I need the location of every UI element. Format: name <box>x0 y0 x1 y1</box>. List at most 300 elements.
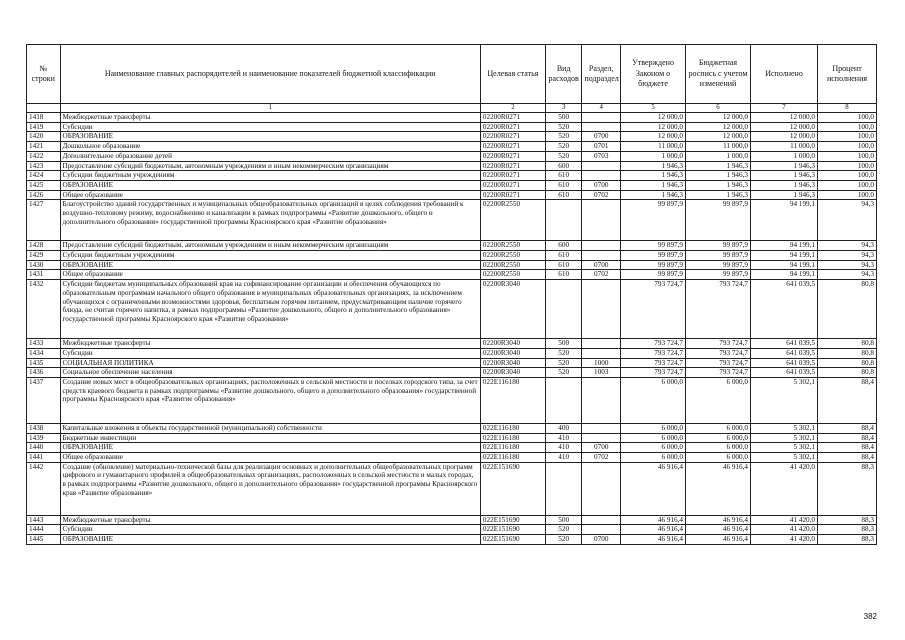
column-number-cell: 2 <box>480 104 545 113</box>
header-approved: Утверждено Законом о бюджете <box>621 45 686 104</box>
cell-no: 1423 <box>27 161 61 171</box>
cell-type: 520 <box>545 122 582 132</box>
cell-name: Бюджетные инвестиции <box>60 433 480 443</box>
cell-no: 1430 <box>27 260 61 270</box>
cell-executed: 1 946,3 <box>751 180 818 190</box>
cell-target: 02200R0271 <box>480 142 545 152</box>
cell-target: 02200R0271 <box>480 113 545 123</box>
cell-roster: 46 916,4 <box>686 515 751 525</box>
table-row <box>27 190 877 200</box>
cell-no: 1434 <box>27 348 61 358</box>
column-number-cell: 5 <box>621 104 686 113</box>
cell-section <box>582 525 621 535</box>
column-number-cell: 6 <box>686 104 751 113</box>
cell-name: Предоставление субсидий бюджетным, автономным учреждениям и иным некоммерческим организациям <box>60 161 480 171</box>
cell-target: 02200R3040 <box>480 368 545 378</box>
cell-executed: 94 199,1 <box>751 241 818 251</box>
cell-approved: 6 000,0 <box>621 377 686 423</box>
table-row <box>27 151 877 161</box>
cell-roster: 1 946,3 <box>686 180 751 190</box>
cell-name: Межбюджетные трансферты <box>60 515 480 525</box>
cell-section: 0702 <box>582 453 621 463</box>
cell-type: 610 <box>545 251 582 261</box>
cell-percent: 94,3 <box>818 260 877 270</box>
cell-roster: 46 916,4 <box>686 525 751 535</box>
cell-no: 1418 <box>27 113 61 123</box>
cell-target: 02200R0271 <box>480 132 545 142</box>
cell-target: 022E151690 <box>480 462 545 515</box>
table-row <box>27 270 877 280</box>
cell-type: 520 <box>545 151 582 161</box>
cell-type: 410 <box>545 453 582 463</box>
cell-percent: 88,4 <box>818 453 877 463</box>
cell-approved: 793 724,7 <box>621 348 686 358</box>
table-row <box>27 348 877 358</box>
table-row <box>27 241 877 251</box>
table-row <box>27 377 877 423</box>
table-row <box>27 358 877 368</box>
cell-name: ОБРАЗОВАНИЕ <box>60 535 480 545</box>
cell-roster: 1 946,3 <box>686 190 751 200</box>
cell-no: 1424 <box>27 171 61 181</box>
cell-approved: 6 000,0 <box>621 453 686 463</box>
cell-executed: 5 302,1 <box>751 423 818 433</box>
cell-approved: 793 724,7 <box>621 358 686 368</box>
table-row <box>27 535 877 545</box>
cell-executed: 641 039,5 <box>751 368 818 378</box>
cell-roster: 6 000,0 <box>686 453 751 463</box>
cell-roster: 1 946,3 <box>686 171 751 181</box>
cell-no: 1444 <box>27 525 61 535</box>
cell-approved: 1 946,3 <box>621 190 686 200</box>
column-number-cell: 8 <box>818 104 877 113</box>
cell-name: Субсидии <box>60 348 480 358</box>
cell-section: 0700 <box>582 132 621 142</box>
header-name: Наименование главных распорядителей и наименование показателей бюджетной классификации <box>60 45 480 104</box>
cell-target: 02200R3040 <box>480 358 545 368</box>
cell-roster: 99 897,9 <box>686 241 751 251</box>
table-row <box>27 280 877 339</box>
cell-section: 0702 <box>582 270 621 280</box>
cell-target: 02200R3040 <box>480 339 545 349</box>
cell-section <box>582 113 621 123</box>
table-row <box>27 368 877 378</box>
cell-executed: 641 039,5 <box>751 339 818 349</box>
cell-executed: 41 420,0 <box>751 462 818 515</box>
table-row <box>27 142 877 152</box>
cell-name: Дополнительное образование детей <box>60 151 480 161</box>
cell-percent: 94,3 <box>818 251 877 261</box>
cell-target: 02200R2550 <box>480 270 545 280</box>
cell-percent: 94,3 <box>818 270 877 280</box>
cell-percent: 88,3 <box>818 525 877 535</box>
header-expense-type: Вид расходов <box>545 45 582 104</box>
cell-type: 610 <box>545 260 582 270</box>
cell-section <box>582 122 621 132</box>
cell-roster: 99 897,9 <box>686 200 751 241</box>
cell-target: 02200R3040 <box>480 280 545 339</box>
cell-no: 1443 <box>27 515 61 525</box>
cell-section: 0700 <box>582 180 621 190</box>
cell-no: 1427 <box>27 200 61 241</box>
table-row <box>27 443 877 453</box>
cell-no: 1438 <box>27 423 61 433</box>
budget-table <box>26 44 877 545</box>
cell-type: 500 <box>545 515 582 525</box>
cell-executed: 641 039,5 <box>751 358 818 368</box>
cell-executed: 1 946,3 <box>751 171 818 181</box>
column-number-cell: 3 <box>545 104 582 113</box>
cell-roster: 12 000,0 <box>686 122 751 132</box>
cell-no: 1420 <box>27 132 61 142</box>
table-row <box>27 433 877 443</box>
header-row-number: № строки <box>27 45 61 104</box>
cell-type: 520 <box>545 525 582 535</box>
cell-type: 600 <box>545 241 582 251</box>
cell-section: 0700 <box>582 260 621 270</box>
cell-name: Субсидии бюджетным учреждениям <box>60 251 480 261</box>
cell-name: Субсидии <box>60 122 480 132</box>
cell-name: СОЦИАЛЬНАЯ ПОЛИТИКА <box>60 358 480 368</box>
cell-no: 1432 <box>27 280 61 339</box>
cell-name: ОБРАЗОВАНИЕ <box>60 260 480 270</box>
cell-roster: 793 724,7 <box>686 280 751 339</box>
cell-section: 0700 <box>582 443 621 453</box>
cell-type: 610 <box>545 270 582 280</box>
cell-type <box>545 280 582 339</box>
cell-target: 02200R0271 <box>480 122 545 132</box>
budget-table-sheet <box>26 44 877 545</box>
table-row <box>27 200 877 241</box>
cell-executed: 41 420,0 <box>751 535 818 545</box>
cell-name: Общее образование <box>60 270 480 280</box>
table-row <box>27 515 877 525</box>
cell-type: 520 <box>545 358 582 368</box>
cell-section: 0701 <box>582 142 621 152</box>
cell-name: Дошкольное образование <box>60 142 480 152</box>
cell-percent: 100,0 <box>818 132 877 142</box>
page-number: 382 <box>863 612 877 621</box>
cell-roster: 12 000,0 <box>686 132 751 142</box>
table-row <box>27 525 877 535</box>
cell-type: 520 <box>545 132 582 142</box>
cell-target: 022E116180 <box>480 423 545 433</box>
cell-roster: 46 916,4 <box>686 535 751 545</box>
table-body <box>27 113 877 545</box>
cell-roster: 99 897,9 <box>686 251 751 261</box>
cell-executed: 641 039,5 <box>751 280 818 339</box>
cell-target: 02200R2550 <box>480 260 545 270</box>
cell-name: Межбюджетные трансферты <box>60 339 480 349</box>
cell-roster: 46 916,4 <box>686 462 751 515</box>
cell-section: 1000 <box>582 358 621 368</box>
column-number-1 <box>27 104 61 113</box>
cell-approved: 6 000,0 <box>621 433 686 443</box>
cell-approved: 1 946,3 <box>621 180 686 190</box>
cell-type <box>545 377 582 423</box>
cell-executed: 12 000,0 <box>751 132 818 142</box>
cell-name: Создание (обновление) материально-технической базы для реализации основных и дополнительных общеобразовательных программ цифрового и гуманитарного профилей в общеобразовательных организациях, расположенных в сельской местности и малых городах, в рамках подпрограммы «Развитие дошкольного, общего и дополнительного образования» государственной программы Красноярского края «Развитие образования» <box>60 462 480 515</box>
cell-section <box>582 251 621 261</box>
cell-target: 022E151690 <box>480 525 545 535</box>
cell-name: Благоустройство зданий государственных и муниципальных общеобразовательных организаций в целях соблюдения требований к воздушно-тепловому режиму, водоснабжению и канализации в рамках подпрограммы «Развитие дошкольного, общего и дополнительного образования» государственной программы Красноярского края «Развитие образования» <box>60 200 480 241</box>
cell-target: 02200R0271 <box>480 161 545 171</box>
cell-type: 520 <box>545 368 582 378</box>
cell-approved: 6 000,0 <box>621 443 686 453</box>
cell-percent: 88,3 <box>818 462 877 515</box>
cell-approved: 46 916,4 <box>621 462 686 515</box>
cell-name: ОБРАЗОВАНИЕ <box>60 180 480 190</box>
cell-target: 02200R0271 <box>480 171 545 181</box>
header-target-article: Целевая статья <box>480 45 545 104</box>
cell-target: 02200R2550 <box>480 251 545 261</box>
cell-approved: 99 897,9 <box>621 200 686 241</box>
cell-percent: 100,0 <box>818 180 877 190</box>
cell-target: 02200R0271 <box>480 151 545 161</box>
cell-name: Межбюджетные трансферты <box>60 113 480 123</box>
cell-approved: 12 000,0 <box>621 132 686 142</box>
cell-percent: 88,3 <box>818 535 877 545</box>
table-row <box>27 453 877 463</box>
cell-section <box>582 433 621 443</box>
cell-name: Капитальные вложения в объекты государственной (муниципальной) собственности <box>60 423 480 433</box>
cell-section <box>582 161 621 171</box>
cell-approved: 46 916,4 <box>621 515 686 525</box>
cell-type <box>545 462 582 515</box>
cell-type <box>545 200 582 241</box>
cell-executed: 5 302,1 <box>751 443 818 453</box>
table-row <box>27 122 877 132</box>
cell-no: 1429 <box>27 251 61 261</box>
cell-type: 520 <box>545 142 582 152</box>
cell-no: 1422 <box>27 151 61 161</box>
header-budget-roster: Бюджетная роспись с учетом изменений <box>686 45 751 104</box>
cell-section <box>582 280 621 339</box>
header-section: Раздел, подраздел <box>582 45 621 104</box>
cell-no: 1433 <box>27 339 61 349</box>
cell-executed: 12 000,0 <box>751 113 818 123</box>
cell-approved: 793 724,7 <box>621 368 686 378</box>
cell-executed: 41 420,0 <box>751 525 818 535</box>
table-row <box>27 171 877 181</box>
cell-executed: 1 000,0 <box>751 151 818 161</box>
cell-percent: 80,8 <box>818 358 877 368</box>
cell-no: 1445 <box>27 535 61 545</box>
cell-executed: 1 946,3 <box>751 161 818 171</box>
cell-name: Предоставление субсидий бюджетным, автономным учреждениям и иным некоммерческим организациям <box>60 241 480 251</box>
column-number-cell: 4 <box>582 104 621 113</box>
header-row <box>27 45 877 104</box>
cell-no: 1431 <box>27 270 61 280</box>
cell-percent: 80,8 <box>818 368 877 378</box>
table-row <box>27 132 877 142</box>
column-number-row <box>27 104 877 113</box>
cell-roster: 6 000,0 <box>686 423 751 433</box>
cell-percent: 80,8 <box>818 339 877 349</box>
cell-no: 1428 <box>27 241 61 251</box>
cell-section: 0702 <box>582 190 621 200</box>
cell-roster: 1 000,0 <box>686 151 751 161</box>
cell-target: 022E116180 <box>480 443 545 453</box>
cell-executed: 5 302,1 <box>751 433 818 443</box>
table-row <box>27 180 877 190</box>
cell-no: 1419 <box>27 122 61 132</box>
cell-section <box>582 171 621 181</box>
cell-type: 610 <box>545 190 582 200</box>
cell-target: 022E151690 <box>480 535 545 545</box>
cell-roster: 793 724,7 <box>686 348 751 358</box>
cell-type: 610 <box>545 180 582 190</box>
cell-type: 610 <box>545 171 582 181</box>
cell-approved: 99 897,9 <box>621 270 686 280</box>
cell-executed: 641 039,5 <box>751 348 818 358</box>
cell-section: 0700 <box>582 535 621 545</box>
column-number-cell: 7 <box>751 104 818 113</box>
cell-section <box>582 423 621 433</box>
cell-executed: 94 199,1 <box>751 200 818 241</box>
cell-name: Субсидии бюджетам муниципальных образований края на софинансирование организации и обеспечения обучающихся по образовательным программам начального общего образования в муниципальных образовательных организациях, за исключением обучающихся с ограниченными возможностями здоровья, бесплатным горячим питанием, предусматривающим наличие горячего блюда, не считая горячего напитка, в рамках подпрограммы «Развитие дошкольного, общего и дополнительного образования» государственной программы Красноярского края «Развитие образования» <box>60 280 480 339</box>
cell-percent: 100,0 <box>818 142 877 152</box>
cell-percent: 88,4 <box>818 423 877 433</box>
cell-section <box>582 339 621 349</box>
cell-no: 1440 <box>27 443 61 453</box>
cell-executed: 94 199,1 <box>751 260 818 270</box>
table-row <box>27 462 877 515</box>
cell-percent: 94,3 <box>818 241 877 251</box>
cell-name: Общее образование <box>60 190 480 200</box>
cell-percent: 88,3 <box>818 515 877 525</box>
cell-target: 02200R2550 <box>480 241 545 251</box>
cell-section <box>582 515 621 525</box>
cell-roster: 12 000,0 <box>686 113 751 123</box>
cell-name: Социальное обеспечение населения <box>60 368 480 378</box>
cell-section: 1003 <box>582 368 621 378</box>
cell-name: Общее образование <box>60 453 480 463</box>
cell-executed: 94 199,1 <box>751 270 818 280</box>
cell-percent: 100,0 <box>818 161 877 171</box>
cell-roster: 793 724,7 <box>686 339 751 349</box>
cell-type: 600 <box>545 161 582 171</box>
cell-no: 1425 <box>27 180 61 190</box>
cell-approved: 1 000,0 <box>621 151 686 161</box>
cell-type: 500 <box>545 339 582 349</box>
cell-section <box>582 377 621 423</box>
cell-no: 1439 <box>27 433 61 443</box>
cell-target: 022E116180 <box>480 453 545 463</box>
cell-roster: 11 000,0 <box>686 142 751 152</box>
cell-name: Создание новых мест в общеобразовательных организациях, расположенных в сельской местности и поселках городского типа, за счет средств краевого бюджета в рамках подпрограммы «Развитие дошкольного, общего и дополнительного образования» государственной программы Красноярского края «Развитие образования» <box>60 377 480 423</box>
cell-approved: 46 916,4 <box>621 535 686 545</box>
cell-approved: 99 897,9 <box>621 241 686 251</box>
cell-approved: 12 000,0 <box>621 122 686 132</box>
cell-type: 520 <box>545 535 582 545</box>
table-row <box>27 260 877 270</box>
table-row <box>27 251 877 261</box>
cell-name: ОБРАЗОВАНИЕ <box>60 132 480 142</box>
table-row <box>27 423 877 433</box>
cell-approved: 793 724,7 <box>621 339 686 349</box>
cell-executed: 5 302,1 <box>751 453 818 463</box>
cell-type: 410 <box>545 433 582 443</box>
cell-no: 1437 <box>27 377 61 423</box>
cell-name: ОБРАЗОВАНИЕ <box>60 443 480 453</box>
cell-name: Субсидии <box>60 525 480 535</box>
cell-roster: 6 000,0 <box>686 443 751 453</box>
cell-executed: 12 000,0 <box>751 122 818 132</box>
cell-percent: 80,8 <box>818 280 877 339</box>
cell-approved: 6 000,0 <box>621 423 686 433</box>
cell-target: 022E116180 <box>480 377 545 423</box>
cell-type: 500 <box>545 113 582 123</box>
cell-roster: 793 724,7 <box>686 368 751 378</box>
cell-executed: 41 420,0 <box>751 515 818 525</box>
cell-percent: 100,0 <box>818 190 877 200</box>
cell-no: 1442 <box>27 462 61 515</box>
cell-section: 0703 <box>582 151 621 161</box>
cell-type: 400 <box>545 423 582 433</box>
cell-target: 022E116180 <box>480 433 545 443</box>
cell-approved: 46 916,4 <box>621 525 686 535</box>
cell-executed: 94 199,1 <box>751 251 818 261</box>
table-row <box>27 339 877 349</box>
cell-roster: 1 946,3 <box>686 161 751 171</box>
header-executed: Исполнено <box>751 45 818 104</box>
cell-target: 022E151690 <box>480 515 545 525</box>
cell-no: 1436 <box>27 368 61 378</box>
cell-approved: 1 946,3 <box>621 161 686 171</box>
cell-approved: 99 897,9 <box>621 251 686 261</box>
cell-no: 1421 <box>27 142 61 152</box>
cell-approved: 11 000,0 <box>621 142 686 152</box>
cell-approved: 99 897,9 <box>621 260 686 270</box>
cell-no: 1435 <box>27 358 61 368</box>
cell-percent: 88,4 <box>818 443 877 453</box>
cell-executed: 11 000,0 <box>751 142 818 152</box>
cell-target: 02200R0271 <box>480 190 545 200</box>
cell-target: 02200R3040 <box>480 348 545 358</box>
cell-target: 02200R2550 <box>480 200 545 241</box>
cell-no: 1426 <box>27 190 61 200</box>
cell-percent: 100,0 <box>818 113 877 123</box>
cell-executed: 5 302,1 <box>751 377 818 423</box>
cell-roster: 6 000,0 <box>686 377 751 423</box>
cell-roster: 6 000,0 <box>686 433 751 443</box>
header-percent: Процент исполнения <box>818 45 877 104</box>
column-number-cell: 1 <box>60 104 480 113</box>
cell-section <box>582 348 621 358</box>
cell-roster: 99 897,9 <box>686 260 751 270</box>
cell-target: 02200R0271 <box>480 180 545 190</box>
cell-percent: 88,4 <box>818 433 877 443</box>
cell-approved: 12 000,0 <box>621 113 686 123</box>
cell-executed: 1 946,3 <box>751 190 818 200</box>
table-row <box>27 113 877 123</box>
cell-name: Субсидии бюджетным учреждениям <box>60 171 480 181</box>
cell-percent: 100,0 <box>818 151 877 161</box>
cell-roster: 793 724,7 <box>686 358 751 368</box>
cell-section <box>582 200 621 241</box>
cell-percent: 88,4 <box>818 377 877 423</box>
cell-type: 410 <box>545 443 582 453</box>
cell-percent: 94,3 <box>818 200 877 241</box>
cell-percent: 100,0 <box>818 171 877 181</box>
cell-approved: 793 724,7 <box>621 280 686 339</box>
cell-roster: 99 897,9 <box>686 270 751 280</box>
table-row <box>27 161 877 171</box>
cell-percent: 80,8 <box>818 348 877 358</box>
cell-percent: 100,0 <box>818 122 877 132</box>
cell-section <box>582 462 621 515</box>
